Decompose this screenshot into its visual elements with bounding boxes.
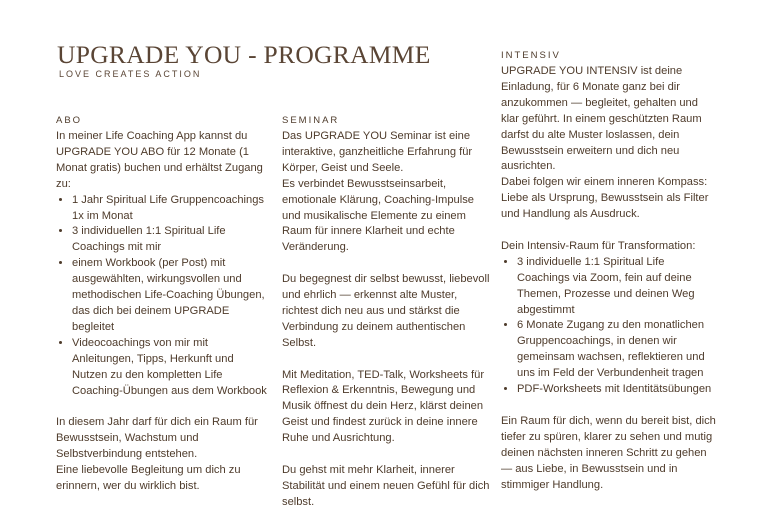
intensiv-heading: INTENSIV <box>501 50 561 61</box>
seminar-paragraph: Es verbindet Bewusstseinsarbeit, emotionale Klärung, Coaching-Impulse und musikalische Elemente zu einem Raum für innere Klarheit und echte Veränderung. <box>282 177 474 254</box>
abo-column <box>56 113 272 495</box>
list-item: • Videocoachings von mir mit Anleitungen, Tipps, Herkunft und Nutzen zu den kompletten Life Coaching-Übungen aus dem Workbook <box>72 336 272 400</box>
page-title: UPGRADE YOU - PROGRAMME <box>57 40 431 69</box>
intensiv-paragraph: Dabei folgen wir einem inneren Kompass: Liebe als Ursprung, Bewusstsein als Filter und Handlung als Ausdruck. <box>501 176 709 221</box>
intensiv-column <box>501 48 717 493</box>
seminar-paragraph: Mit Meditation, TED-Talk, Worksheets für Reflexion & Erkenntnis, Bewegung und Musik öffnest du dein Herz, klärst deinen Geist und findest zurück in deine innere Ruhe und Ausrichtung. <box>282 368 485 445</box>
intensiv-benefits-list <box>501 255 717 398</box>
list-item: • 3 individuelle 1:1 Spiritual Life Coachings via Zoom, fein auf deine Themen, Prozesse und deinen Weg abgestimmt <box>517 255 717 319</box>
list-item: • 1 Jahr Spiritual Life Gruppencoachings 1x im Monat <box>72 193 272 225</box>
seminar-paragraph: Das UPGRADE YOU Seminar ist eine interaktive, ganzheitliche Erfahrung für Körper, Geist und Seele. <box>282 130 473 174</box>
seminar-paragraph: Du gehst mit mehr Klarheit, innerer Stabilität und einem neuen Gefühl für dich selbst. <box>282 463 490 508</box>
page-subtitle: LOVE CREATES ACTION <box>59 69 202 79</box>
seminar-column <box>282 113 492 511</box>
intensiv-paragraph: UPGRADE YOU INTENSIV ist deine Einladung, für 6 Monate ganz bei dir anzukommen — begleitet, gehalten und klar geführt. In einem geschützten Raum darfst du alte Muster loslassen, dein Bewusstsein erweitern und dich neu ausrichten. <box>501 65 702 173</box>
abo-benefits-list <box>56 193 272 400</box>
abo-intro: In meiner Life Coaching App kannst du UPGRADE YOU ABO für 12 Monate (1 Monat gratis) buchen und erhältst Zugang zu: <box>56 130 263 190</box>
abo-heading: ABO <box>56 115 83 126</box>
abo-outro: In diesem Jahr darf für dich ein Raum für Bewusstsein, Wachstum und Selbstverbindung entstehen. <box>56 416 258 461</box>
list-item: • 3 individuellen 1:1 Spiritual Life Coachings mit mir <box>72 224 272 256</box>
intensiv-list-intro: Dein Intensiv-Raum für Transformation: <box>501 239 696 252</box>
abo-closing: Eine liebevolle Begleitung um dich zu erinnern, wer du wirklich bist. <box>56 464 241 492</box>
list-item: • einem Workbook (per Post) mit ausgewählten, wirkungsvollen und methodischen Life-Coaching Übungen, das dich bei deinem UPGRADE begleitet <box>72 256 272 336</box>
intensiv-outro: Ein Raum für dich, wenn du bereit bist, dich tiefer zu spüren, klarer zu sehen und mutig deinen nächsten inneren Schritt zu gehen — aus Liebe, in Bewusstsein und in stimmiger Handlung. <box>501 414 716 491</box>
list-item: • PDF-Worksheets mit Identitätsübungen <box>517 382 717 398</box>
list-item: • 6 Monate Zugang zu den monatlichen Gruppencoachings, in denen wir gemeinsam wachsen, reflektieren und uns im Feld der Verbundenheit tragen <box>517 318 717 382</box>
seminar-heading: SEMINAR <box>282 115 340 126</box>
seminar-paragraph: Du begegnest dir selbst bewusst, liebevoll und ehrlich — erkennst alte Muster, richtest dich neu aus und stärkst die Verbindung zu deinem authentischen Selbst. <box>282 273 490 349</box>
